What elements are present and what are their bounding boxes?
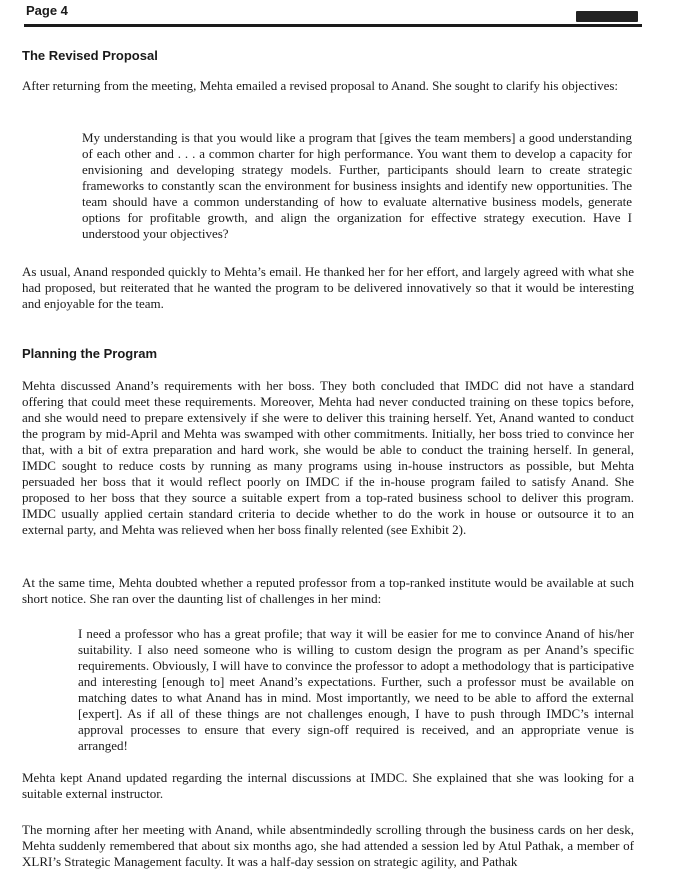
page-number: Page 4 <box>26 3 68 18</box>
publisher-logo <box>576 11 638 22</box>
paragraph: The morning after her meeting with Anand, while absentmindedly scrolling through the business cards on her desk, Mehta suddenly remembered that about six months ago, she had attended a session led by Atul Pathak, a member of XLRI’s Strategic Management faculty. It was a half-day session on strategic agility, and Pathak <box>22 822 634 869</box>
section-heading-planning-program: Planning the Program <box>22 346 158 361</box>
paragraph: Mehta kept Anand updated regarding the internal discussions at IMDC. She explained that she was looking for a suitable external instructor. <box>22 770 634 801</box>
block-quote: I need a professor who has a great profile; that way it will be easier for me to convince Anand of his/her suitability. I also need someone who is willing to custom design the program as per Anand’s specific requirements. Obviously, I will have to convince the professor to adopt a methodology that is participative and interesting [enough to] meet Anand’s expectations. Further, such a professor must be available on matching dates to what Anand has in mind. Most importantly, we need to be able to afford the external [expert]. As if all of these things are not challenges enough, I have to push through IMDC’s internal approval processes to ensure that every sign-off required is received, and an appropriate venue is arranged! <box>78 626 634 753</box>
paragraph: As usual, Anand responded quickly to Mehta’s email. He thanked her for her effort, and largely agreed with what she had proposed, but reiterated that he wanted the program to be delivered innovatively so that it would be interesting and enjoyable for the team. <box>22 264 634 311</box>
page-header <box>24 2 642 27</box>
section-heading-revised-proposal: The Revised Proposal <box>22 48 158 63</box>
paragraph: At the same time, Mehta doubted whether a reputed professor from a top-ranked institute would be available at such short notice. She ran over the daunting list of challenges in her mind: <box>22 575 634 606</box>
paragraph: Mehta discussed Anand’s requirements with her boss. They both concluded that IMDC did not have a standard offering that could meet these requirements. Moreover, Mehta had never conducted training on these topics before, and she would need to prepare extensively if she were to deliver this training herself. Yet, Anand wanted to conduct the program by mid-April and Mehta was swamped with other commitments. Initially, her boss tried to convince her that, with a bit of extra preparation and hard work, she would be able to conduct the training herself. In general, IMDC sought to reduce costs by running as many programs using in-house instructors as possible, but Mehta persuaded her boss that it would reflect poorly on IMDC if the in-house program failed to satisfy Anand. She proposed to her boss that they source a suitable expert from a top-rated business school to deliver this program. IMDC usually applied certain standard criteria to decide whether to do the work in house or outsource it to an external party, and Mehta was relieved when her boss finally relented (see Exhibit 2). <box>22 378 634 537</box>
paragraph: After returning from the meeting, Mehta emailed a revised proposal to Anand. She sought to clarify his objectives: <box>22 78 619 93</box>
block-quote: My understanding is that you would like a program that [gives the team members] a good understanding of each other and . . . a common charter for high performance. You want them to develop a capacity for envisioning and developing strategy models. Further, participants should learn to create strategic frameworks to constantly scan the environment for business insights and identify new opportunities. The team should have a common understanding of how to evaluate alternative business models, generate options for profitable growth, and align the organization for effective strategy execution. Have I understood your objectives? <box>82 130 632 241</box>
